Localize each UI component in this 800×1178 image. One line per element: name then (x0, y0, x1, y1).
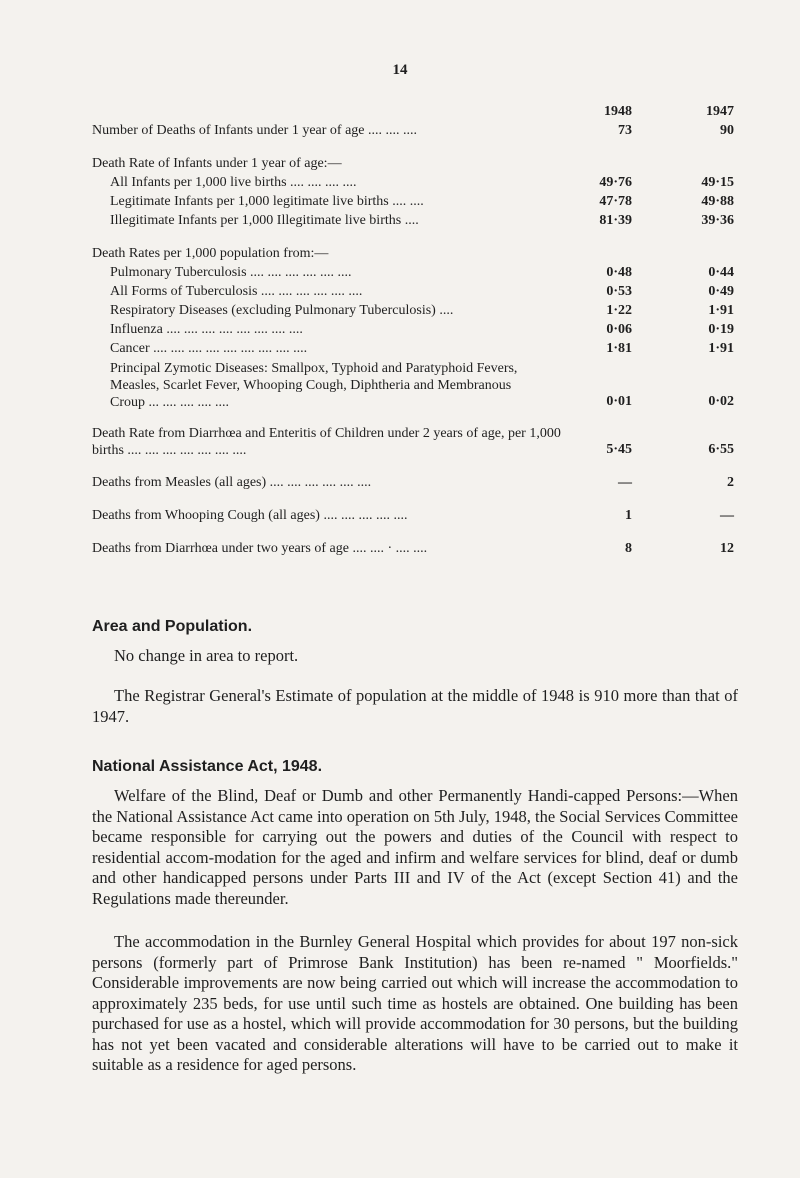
row-label: Deaths from Diarrhœa under two years of age .... .... · .... .... (92, 541, 428, 556)
value-1948: 49·76 (599, 175, 632, 190)
row-label: Number of Deaths of Infants under 1 year of age .... .... .... (92, 123, 418, 138)
value-1947: 6·55 (708, 442, 734, 457)
table-row (92, 173, 742, 192)
value-1948: 1 (625, 508, 632, 523)
table-row (92, 320, 742, 339)
row-label: All Forms of Tuberculosis .... .... .... .... .... .... (110, 284, 363, 299)
value-1948: 5·45 (606, 442, 632, 457)
year-1948-header: 1948 (604, 104, 632, 119)
table-row (92, 539, 742, 558)
value-1947: 0·44 (708, 265, 734, 280)
national-assistance-heading: National Assistance Act, 1948. (92, 758, 323, 775)
value-1947: 1·91 (708, 341, 734, 356)
section-heading (92, 154, 742, 173)
page-number: 14 (392, 62, 408, 78)
table-row (92, 211, 742, 230)
row-label: Deaths from Measles (all ages) .... .... .... .... .... .... (92, 475, 372, 490)
section-heading (92, 244, 742, 263)
row-label: Influenza .... .... .... .... .... .... .... .... (110, 322, 303, 337)
table-row (92, 425, 742, 459)
value-1948: 0·48 (606, 265, 632, 280)
row-label: Death Rate from Diarrhœa and Enteritis of Children under 2 years of age, per 1,000 births .... .... .... .... .... .... .... (92, 426, 561, 458)
value-1947: — (720, 508, 734, 523)
value-1948: — (618, 475, 632, 490)
row-label: Illegitimate Infants per 1,000 Illegitimate live births .... (110, 213, 419, 228)
value-1948: 1·22 (606, 303, 632, 318)
table-row (92, 339, 742, 358)
row-label: All Infants per 1,000 live births .... .... .... .... (110, 175, 357, 190)
value-1947: 49·88 (701, 194, 734, 209)
value-1948: 1·81 (606, 341, 632, 356)
row-label: Principal Zymotic Diseases: Smallpox, Typhoid and Paratyphoid Fevers, Measles, Scarlet Fever, Whooping Cough, Diphtheria and Membranous Croup ... .... .... .... .... (110, 361, 518, 410)
row-label: Legitimate Infants per 1,000 legitimate live births .... .... (110, 194, 424, 209)
row-label: Deaths from Whooping Cough (all ages) .... .... .... .... .... (92, 508, 408, 523)
value-1948: 0·53 (606, 284, 632, 299)
value-1947: 49·15 (701, 175, 734, 190)
row-label: Respiratory Diseases (excluding Pulmonary Tuberculosis) .... (110, 303, 454, 318)
value-1947: 0·49 (708, 284, 734, 299)
row-label: Cancer .... .... .... .... .... .... .... .... .... (110, 341, 308, 356)
population-paragraph: The Registrar General's Estimate of population at the middle of 1948 is 910 more than that of 1947. (92, 686, 738, 726)
row-label: Death Rate of Infants under 1 year of age:— (92, 156, 342, 171)
table-row (92, 473, 742, 492)
value-1947: 0·19 (708, 322, 734, 337)
table-row (92, 121, 742, 140)
year-1947-header: 1947 (706, 104, 734, 119)
table-row (92, 360, 742, 411)
row-label: Death Rates per 1,000 population from:— (92, 246, 329, 261)
value-1947: 1·91 (708, 303, 734, 318)
table-row (92, 192, 742, 211)
value-1948: 47·78 (599, 194, 632, 209)
value-1948: 81·39 (599, 213, 632, 228)
accommodation-paragraph: The accommodation in the Burnley General Hospital which provides for about 197 non-sick persons (formerly part of Primrose Bank Institution) has been re-named " Moorfields." Considerable improvements are now being carried out which will increase the accommodation to approximately 235 beds, for use until such time as hostels are obtained. One building has been purchased for use as a hostel, which will provide accommodation for 30 persons, but the building has not yet been vacated and considerable alterations will have to be carried out to make it suitable as a residence for aged persons. (92, 932, 738, 1074)
value-1948: 73 (618, 123, 632, 138)
table-row (92, 506, 742, 525)
value-1947: 0·02 (708, 394, 734, 409)
value-1948: 8 (625, 541, 632, 556)
row-label: Pulmonary Tuberculosis .... .... .... .... .... .... (110, 265, 352, 280)
value-1948: 0·06 (606, 322, 632, 337)
area-paragraph: No change in area to report. (114, 646, 299, 665)
statistics-table (92, 103, 742, 558)
value-1947: 39·36 (701, 213, 734, 228)
table-header (92, 103, 742, 121)
value-1947: 90 (720, 123, 734, 138)
area-population-heading: Area and Population. (92, 618, 253, 635)
table-row (92, 282, 742, 301)
table-row (92, 263, 742, 282)
table-row (92, 301, 742, 320)
value-1947: 12 (720, 541, 734, 556)
value-1947: 2 (727, 475, 734, 490)
value-1948: 0·01 (606, 394, 632, 409)
welfare-paragraph: Welfare of the Blind, Deaf or Dumb and other Permanently Handi-capped Persons:—When the National Assistance Act came into operation on 5th July, 1948, the Social Services Committee became responsible for carrying out the powers and duties of the Council with respect to residential accom-modation for the aged and infirm and welfare services for blind, deaf or dumb and other handicapped persons under Parts III and IV of the Act (except Section 41) and the Regulations made thereunder. (92, 786, 738, 908)
